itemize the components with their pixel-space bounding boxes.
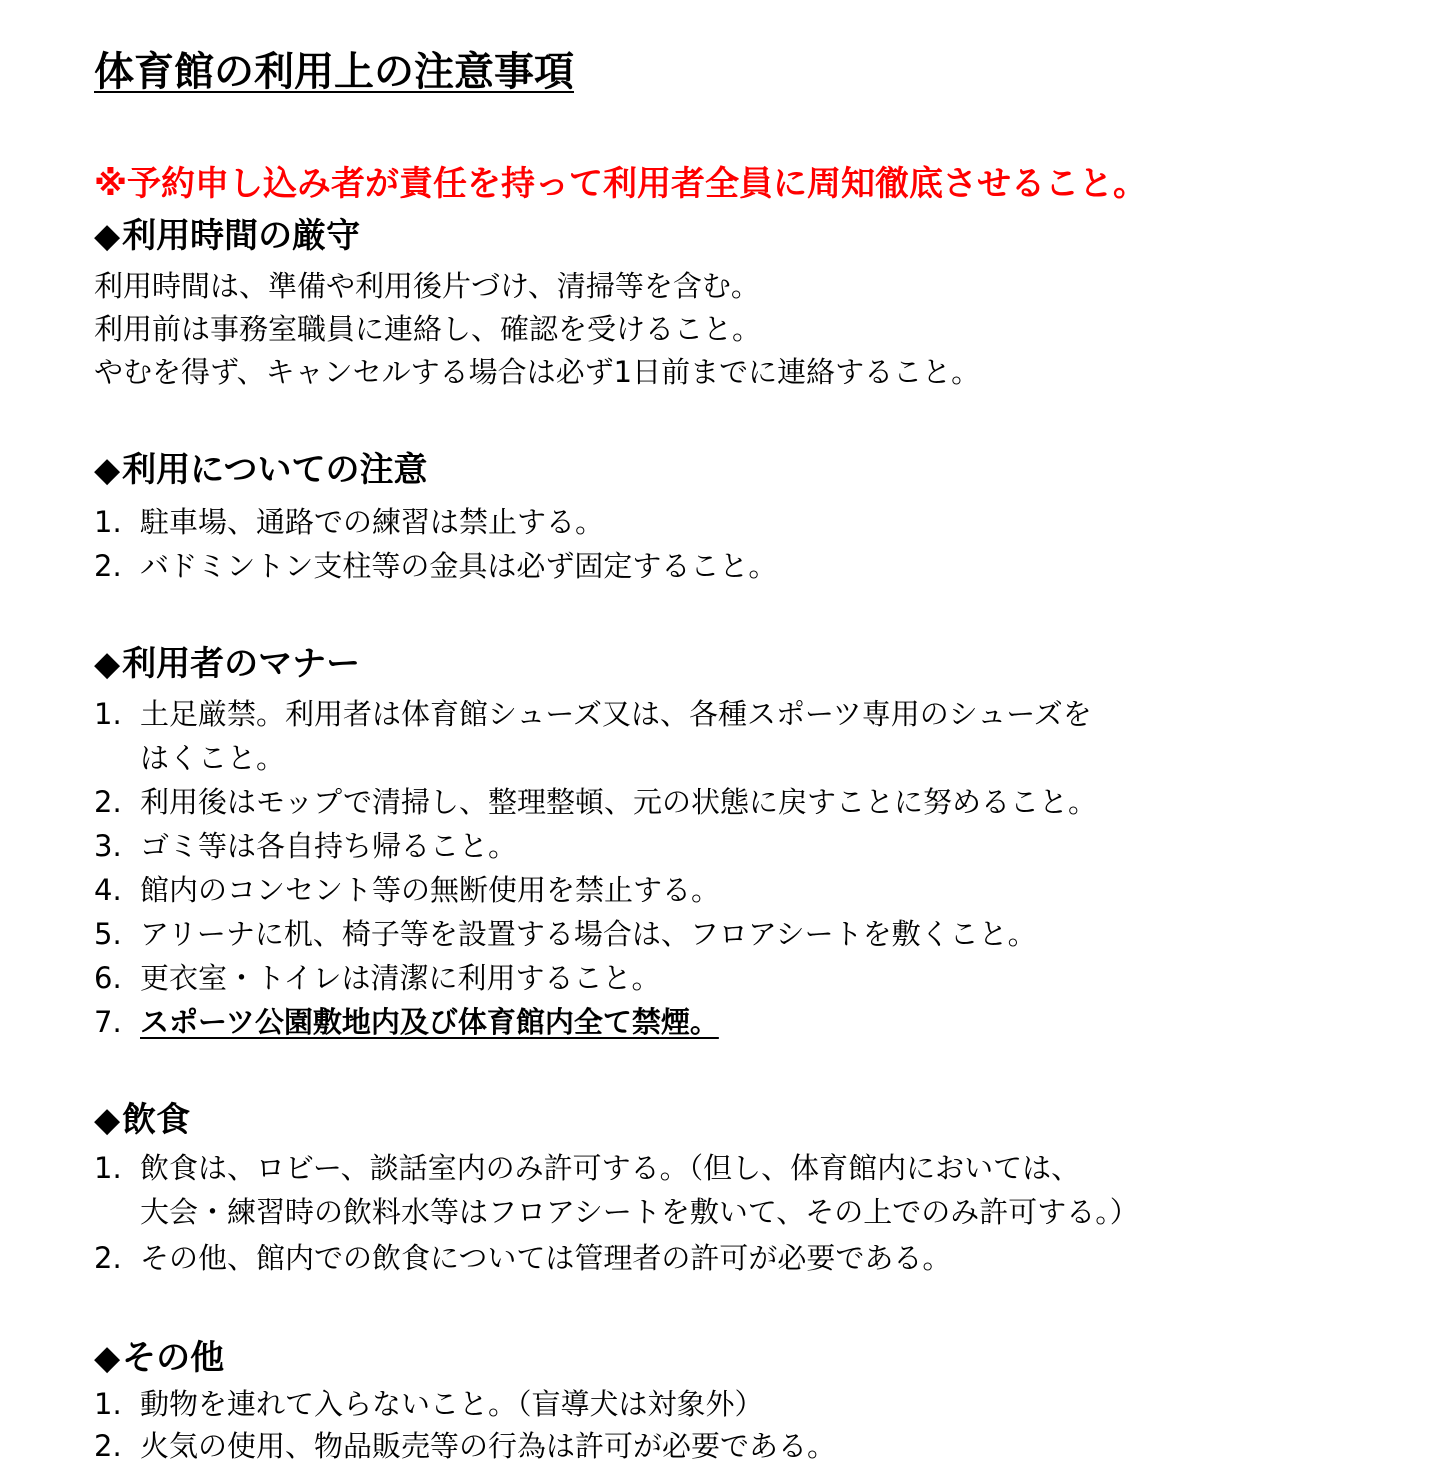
list-item: [94, 868, 720, 912]
section-heading-usage-caution: [94, 446, 427, 494]
list-item: [94, 544, 777, 588]
diamond-bullet-icon: ◆: [94, 1338, 121, 1378]
section-heading-user-manners: [94, 640, 360, 688]
section-heading-other: [94, 1334, 224, 1382]
diamond-bullet-icon: ◆: [94, 216, 121, 256]
item-text: 更衣室・トイレは清潔に利用すること。: [140, 961, 661, 995]
diamond-bullet-icon: ◆: [94, 450, 121, 490]
list-item: [94, 500, 604, 544]
item-number: 5.: [94, 917, 122, 951]
item-number: 1.: [94, 1387, 122, 1421]
no-smoking-text: スポーツ公園敷地内及び体育館内全て禁煙。: [140, 1005, 719, 1039]
item-number: 1.: [94, 505, 122, 539]
item-text: 利用後はモップで清掃し、整理整頓、元の状態に戻すことに努めること。: [140, 785, 1098, 819]
diamond-bullet-icon: ◆: [94, 644, 121, 684]
item-number: 3.: [94, 829, 122, 863]
item-text: 火気の使用、物品販売等の行為は許可が必要である。: [140, 1429, 837, 1463]
list-item: [94, 692, 1092, 736]
item-number: 2.: [94, 1241, 122, 1275]
list-item: [94, 1146, 1080, 1190]
usage-time-line: 利用前は事務室職員に連絡し、確認を受けること。: [94, 312, 762, 346]
item-number: 1.: [94, 697, 122, 731]
section-heading-text: 飲食: [122, 1100, 191, 1140]
list-item: [94, 1382, 764, 1426]
item-text: バドミントン支柱等の金具は必ず固定すること。: [140, 549, 778, 583]
list-item: [94, 956, 661, 1000]
item-text: アリーナに机、椅子等を設置する場合は、フロアシートを敷くこと。: [140, 917, 1037, 951]
item-number: 2.: [94, 1429, 122, 1463]
diamond-bullet-icon: ◆: [94, 1100, 121, 1140]
list-item: [94, 780, 1097, 824]
list-item: [94, 912, 1037, 956]
section-heading-text: 利用時間の厳守: [122, 216, 361, 256]
item-text: 動物を連れて入らないこと。（盲導犬は対象外）: [140, 1387, 764, 1421]
item-text-continuation: はくこと。: [140, 741, 286, 775]
section-heading-text: 利用についての注意: [122, 450, 428, 490]
section-heading-text: その他: [122, 1338, 225, 1378]
list-item: [94, 1236, 951, 1280]
list-item: [94, 1000, 719, 1044]
item-text: 駐車場、通路での練習は禁止する。: [140, 505, 605, 539]
item-number: 2.: [94, 785, 122, 819]
section-heading-food-drink: [94, 1096, 190, 1144]
item-number: 4.: [94, 873, 122, 907]
item-text: 土足厳禁。利用者は体育館シューズ又は、各種スポーツ専用のシューズを: [140, 697, 1092, 731]
item-text-continuation: 大会・練習時の飲料水等はフロアシートを敷いて、その上でのみ許可する。）: [140, 1195, 1139, 1229]
item-number: 6.: [94, 961, 122, 995]
item-number: 1.: [94, 1151, 122, 1185]
page-title: 体育館の利用上の注意事項: [94, 49, 574, 95]
responsibility-notice: ※予約申し込み者が責任を持って利用者全員に周知徹底させること。: [94, 164, 1148, 204]
list-item: [94, 824, 517, 868]
usage-time-line: 利用時間は、準備や利用後片づけ、清掃等を含む。: [94, 269, 760, 303]
item-text: 飲食は、ロビー、談話室内のみ許可する。（但し、体育館内においては、: [140, 1151, 1081, 1185]
item-text: 館内のコンセント等の無断使用を禁止する。: [140, 873, 721, 907]
usage-time-line: やむを得ず、キャンセルする場合は必ず1日前までに連絡すること。: [94, 355, 981, 389]
list-item: [94, 1424, 836, 1468]
item-number: 7.: [94, 1005, 122, 1039]
section-heading-text: 利用者のマナー: [122, 644, 361, 684]
item-text: その他、館内での飲食については管理者の許可が必要である。: [140, 1241, 952, 1275]
item-text: ゴミ等は各自持ち帰ること。: [140, 829, 518, 863]
item-number: 2.: [94, 549, 122, 583]
section-heading-usage-time: [94, 212, 360, 260]
